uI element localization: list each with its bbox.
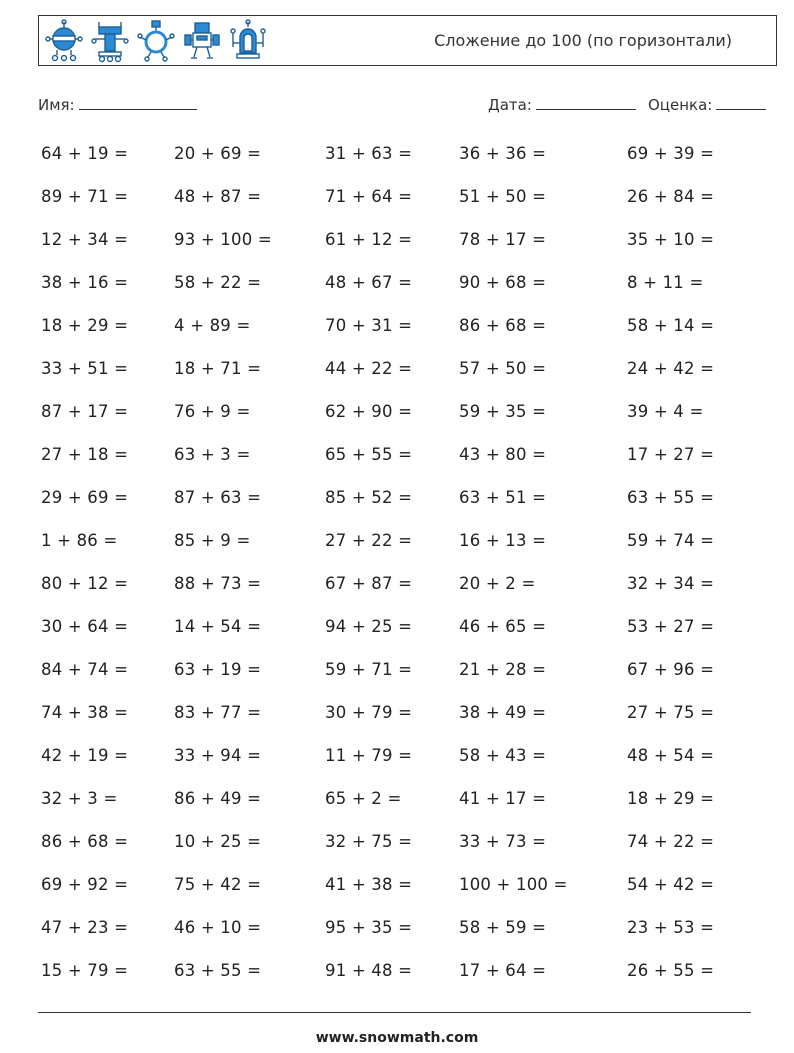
problem-item: 69 + 39 =: [627, 144, 715, 163]
problem-item: 33 + 51 =: [41, 359, 129, 378]
problem-item: 94 + 25 =: [325, 617, 413, 636]
problem-item: 18 + 71 =: [174, 359, 262, 378]
footer-divider: [38, 1012, 751, 1013]
problem-item: 48 + 67 =: [325, 273, 413, 292]
problem-item: 87 + 63 =: [174, 488, 262, 507]
footer-website: www.snowmath.com: [315, 1030, 479, 1046]
problem-item: 65 + 2 =: [325, 789, 402, 808]
problem-item: 58 + 14 =: [627, 316, 715, 335]
problem-item: 36 + 36 =: [459, 144, 547, 163]
problem-item: 31 + 63 =: [325, 144, 413, 163]
problem-item: 62 + 90 =: [325, 402, 413, 421]
problem-item: 41 + 17 =: [459, 789, 547, 808]
problem-item: 33 + 73 =: [459, 832, 547, 851]
problem-item: 48 + 87 =: [174, 187, 262, 206]
problem-item: 83 + 77 =: [174, 703, 262, 722]
problem-item: 76 + 9 =: [174, 402, 251, 421]
problem-item: 80 + 12 =: [41, 574, 129, 593]
problem-item: 89 + 71 =: [41, 187, 129, 206]
header-box: [38, 15, 777, 66]
problem-item: 24 + 42 =: [627, 359, 715, 378]
problem-item: 85 + 9 =: [174, 531, 251, 550]
problem-item: 87 + 17 =: [41, 402, 129, 421]
problem-item: 59 + 71 =: [325, 660, 413, 679]
problem-item: 88 + 73 =: [174, 574, 262, 593]
problem-item: 63 + 51 =: [459, 488, 547, 507]
problem-item: 18 + 29 =: [627, 789, 715, 808]
problem-item: 43 + 80 =: [459, 445, 547, 464]
problem-item: 93 + 100 =: [174, 230, 272, 249]
problem-item: 61 + 12 =: [325, 230, 413, 249]
problem-item: 27 + 18 =: [41, 445, 129, 464]
problem-item: 46 + 10 =: [174, 918, 262, 937]
problem-item: 54 + 42 =: [627, 875, 715, 894]
problem-item: 16 + 13 =: [459, 531, 547, 550]
problem-item: 95 + 35 =: [325, 918, 413, 937]
problem-item: 58 + 22 =: [174, 273, 262, 292]
problem-item: 38 + 49 =: [459, 703, 547, 722]
problem-item: 15 + 79 =: [41, 961, 129, 980]
problem-item: 4 + 89 =: [174, 316, 251, 335]
problem-item: 84 + 74 =: [41, 660, 129, 679]
robot-tall-icon: [91, 19, 129, 63]
problem-item: 39 + 4 =: [627, 402, 704, 421]
worksheet-title: Сложение до 100 (по горизонтали): [434, 31, 732, 50]
problem-item: 71 + 64 =: [325, 187, 413, 206]
score-field[interactable]: [648, 94, 766, 114]
problem-item: 91 + 48 =: [325, 961, 413, 980]
problem-item: 67 + 96 =: [627, 660, 715, 679]
problem-item: 17 + 27 =: [627, 445, 715, 464]
problem-item: 27 + 22 =: [325, 531, 413, 550]
problem-item: 51 + 50 =: [459, 187, 547, 206]
problem-item: 86 + 68 =: [459, 316, 547, 335]
problem-item: 58 + 43 =: [459, 746, 547, 765]
problem-item: 26 + 84 =: [627, 187, 715, 206]
problem-item: 57 + 50 =: [459, 359, 547, 378]
date-label: Дата:: [488, 96, 532, 114]
problem-item: 53 + 27 =: [627, 617, 715, 636]
problem-item: 63 + 3 =: [174, 445, 251, 464]
problem-item: 42 + 19 =: [41, 746, 129, 765]
robot-ring-icon: [137, 19, 175, 63]
problem-item: 46 + 65 =: [459, 617, 547, 636]
problem-item: 63 + 55 =: [627, 488, 715, 507]
problem-item: 8 + 11 =: [627, 273, 704, 292]
problem-item: 18 + 29 =: [41, 316, 129, 335]
problem-item: 23 + 53 =: [627, 918, 715, 937]
problem-item: 47 + 23 =: [41, 918, 129, 937]
problem-item: 11 + 79 =: [325, 746, 413, 765]
problem-item: 30 + 64 =: [41, 617, 129, 636]
problem-item: 32 + 75 =: [325, 832, 413, 851]
problem-item: 74 + 38 =: [41, 703, 129, 722]
problem-item: 65 + 55 =: [325, 445, 413, 464]
robot-arch-icon: [229, 19, 267, 63]
problem-item: 30 + 79 =: [325, 703, 413, 722]
problem-item: 21 + 28 =: [459, 660, 547, 679]
problem-item: 32 + 34 =: [627, 574, 715, 593]
problem-item: 69 + 92 =: [41, 875, 129, 894]
score-blank[interactable]: [716, 94, 766, 110]
problem-item: 20 + 2 =: [459, 574, 536, 593]
problem-item: 100 + 100 =: [459, 875, 568, 894]
problem-item: 27 + 75 =: [627, 703, 715, 722]
problem-item: 35 + 10 =: [627, 230, 715, 249]
score-label: Оценка:: [648, 96, 713, 114]
problem-item: 63 + 55 =: [174, 961, 262, 980]
problem-item: 86 + 68 =: [41, 832, 129, 851]
problem-item: 14 + 54 =: [174, 617, 262, 636]
problem-item: 74 + 22 =: [627, 832, 715, 851]
date-field[interactable]: [488, 94, 636, 114]
name-label: Имя:: [38, 96, 75, 114]
problem-item: 38 + 16 =: [41, 273, 129, 292]
problem-item: 41 + 38 =: [325, 875, 413, 894]
problem-item: 29 + 69 =: [41, 488, 129, 507]
name-blank[interactable]: [79, 94, 197, 110]
problem-item: 10 + 25 =: [174, 832, 262, 851]
problem-item: 85 + 52 =: [325, 488, 413, 507]
problem-item: 59 + 74 =: [627, 531, 715, 550]
problem-item: 86 + 49 =: [174, 789, 262, 808]
problem-item: 1 + 86 =: [41, 531, 118, 550]
problem-item: 32 + 3 =: [41, 789, 118, 808]
robot-box-icon: [183, 19, 221, 63]
problem-item: 64 + 19 =: [41, 144, 129, 163]
problem-item: 90 + 68 =: [459, 273, 547, 292]
problem-item: 70 + 31 =: [325, 316, 413, 335]
robot-round-icon: [45, 19, 83, 63]
problem-item: 78 + 17 =: [459, 230, 547, 249]
problem-item: 75 + 42 =: [174, 875, 262, 894]
date-blank[interactable]: [536, 94, 636, 110]
robot-icons: [45, 19, 267, 63]
problem-item: 44 + 22 =: [325, 359, 413, 378]
problem-item: 12 + 34 =: [41, 230, 129, 249]
problem-item: 26 + 55 =: [627, 961, 715, 980]
problem-item: 67 + 87 =: [325, 574, 413, 593]
name-field[interactable]: [38, 94, 197, 114]
problem-item: 58 + 59 =: [459, 918, 547, 937]
problem-item: 17 + 64 =: [459, 961, 547, 980]
problem-item: 33 + 94 =: [174, 746, 262, 765]
problem-item: 63 + 19 =: [174, 660, 262, 679]
problem-item: 20 + 69 =: [174, 144, 262, 163]
problem-item: 59 + 35 =: [459, 402, 547, 421]
problem-item: 48 + 54 =: [627, 746, 715, 765]
